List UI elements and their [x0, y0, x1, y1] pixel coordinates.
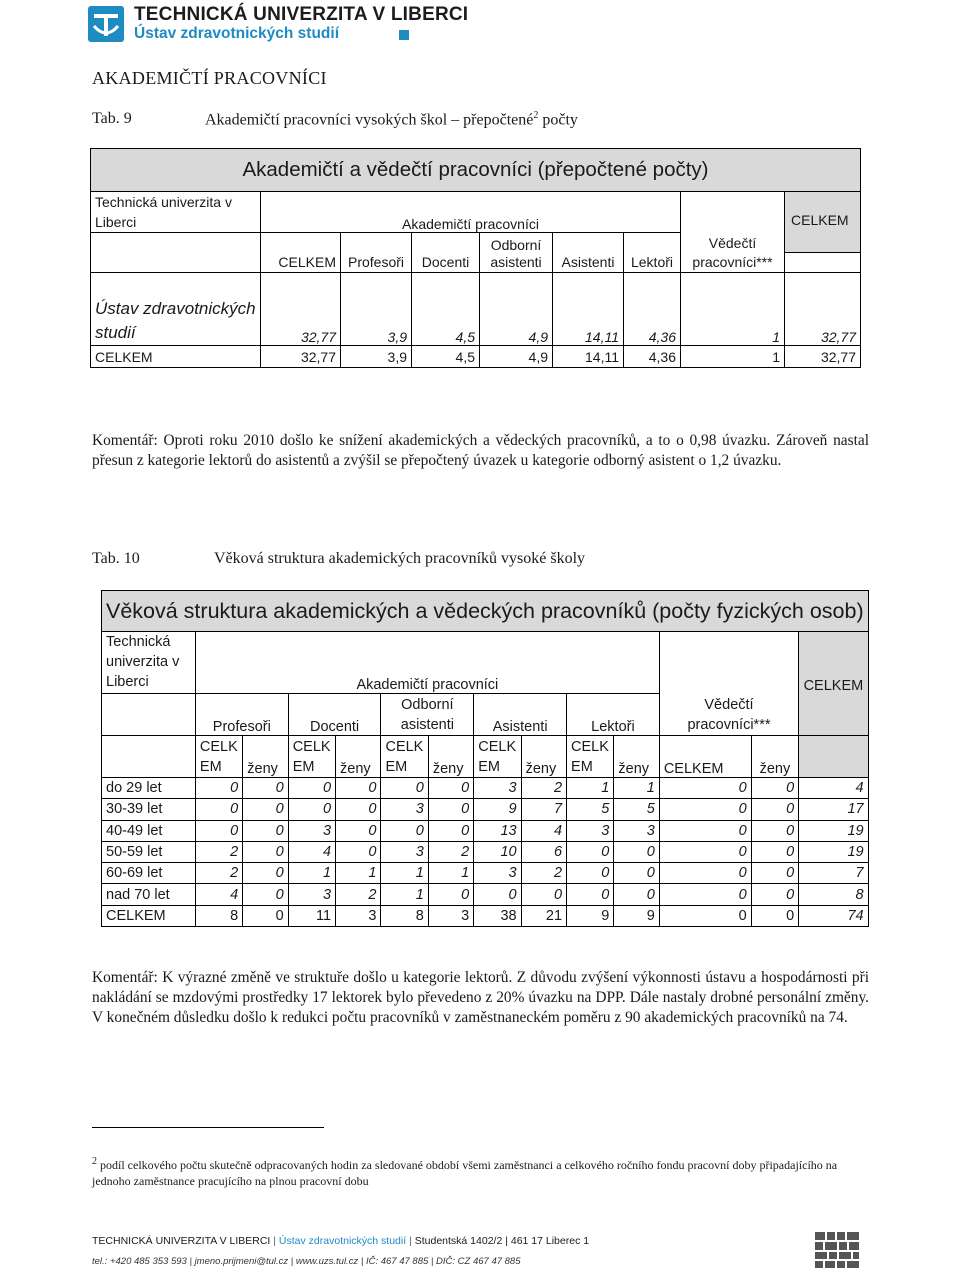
table10-cell: 3 [567, 820, 614, 841]
footnote [92, 1154, 872, 1189]
table10-cell: 5 [614, 799, 659, 820]
table-row [91, 346, 861, 368]
table10-heading: Věková struktura akademických a vědeckých pracovníků (počty fyzických osob) [102, 591, 869, 632]
footnote-text: podíl celkového počtu skutečně odpracovaných hodin za sledované období všemi zaměstnanci a celkového ročního fondu pracovní doby připadajícího na jednoho zaměstnance pracujícího na plnou pracovní dobu [92, 1158, 838, 1188]
table-row [102, 820, 869, 841]
table10-total-cell: 11 [288, 905, 335, 926]
table10-sub-zeny: ženy [428, 736, 473, 778]
table-row [102, 884, 869, 905]
table10-cell: 0 [243, 863, 288, 884]
section-title: AKADEMIČTÍ PRACOVNÍCI [92, 68, 327, 88]
table10-total-cell: 8 [195, 905, 242, 926]
table9-col-docenti: Docenti [412, 253, 480, 273]
table10-cell: 0 [381, 820, 428, 841]
table9 [90, 148, 861, 368]
table10-cell: 3 [474, 778, 521, 799]
table10-cell: 0 [751, 884, 798, 905]
table9-comment [92, 431, 869, 471]
table10-cell: 2 [336, 884, 381, 905]
table9-row1-cell: 4,36 [624, 273, 681, 346]
table10-cell: 4 [195, 884, 242, 905]
table10-cell: 0 [474, 884, 521, 905]
table10-total-cell: 21 [521, 905, 566, 926]
table10-cell: 0 [428, 820, 473, 841]
table10-comment-text: Komentář: K výrazné změně ve struktuře došlo u kategorie lektorů. Z důvodu zvýšení výkonnosti ústavu a hospodárnosti při nakládání se mzdovými prostředky 17 lektorek bylo převedeno z 20% úvazku na DPP. Dále nastaly drobné personální změny. V konečném důsledku došlo k redukci počtu pracovníků v zaměstnaneckém poměru z 90 akademických pracovníků na 74. [92, 969, 869, 1026]
table10-total-cell: 3 [336, 905, 381, 926]
table10-cell: 0 [428, 799, 473, 820]
footer-logo-icon [815, 1232, 859, 1268]
table9-col-odborni-line2: asistenti [480, 253, 553, 273]
table-row [102, 841, 869, 862]
table9-comment-text: Komentář: Oproti roku 2010 došlo ke snížení akademických a vědeckých pracovníků, a to o 0,98 úvazku. Zároveň nastal přesun z kategorie lektorů do asistentů a zvýšil se přepočtený úvazek u kategorie odborný asistent o 1,2 úvazku. [92, 432, 869, 469]
table10-cell: 7 [799, 863, 868, 884]
table10-row-label: nad 70 let [102, 884, 196, 905]
table10-col-profesori: Profesoři [195, 694, 288, 736]
table10-cell: 1 [567, 778, 614, 799]
table9-row1-label: Ústav zdravotnických studií [91, 273, 261, 346]
table9-group-total: CELKEM [791, 211, 849, 228]
table10-cell: 0 [336, 841, 381, 862]
table10-cell: 0 [567, 863, 614, 884]
logo-square [399, 30, 409, 40]
table10-cell: 0 [659, 884, 751, 905]
table10-cell: 0 [659, 778, 751, 799]
table10-cell: 0 [751, 820, 798, 841]
table10-cell: 0 [381, 778, 428, 799]
table10-cell: 0 [428, 778, 473, 799]
table9-heading: Akademičtí a vědečtí pracovníci (přepočtené počty) [91, 149, 861, 192]
table9-row2-label: CELKEM [91, 346, 261, 368]
table10-cell: 19 [799, 820, 868, 841]
table10-comment [92, 968, 869, 1028]
table-row [102, 905, 869, 926]
table10-cell: 17 [799, 799, 868, 820]
table10-cell: 0 [751, 799, 798, 820]
table9-row1-cell: 4,9 [480, 273, 553, 346]
table10-cell: 0 [243, 778, 288, 799]
table10-total-cell: 8 [381, 905, 428, 926]
table10-row-label: 30-39 let [102, 799, 196, 820]
table9-row1-cell: 32,77 [261, 273, 341, 346]
table10-sub-celkem: CELK EM [381, 736, 428, 778]
table10-cell: 0 [243, 820, 288, 841]
table10-sub-vedecti-zeny: ženy [751, 736, 798, 778]
table10-caption-number: Tab. 10 [92, 550, 140, 567]
logo-university-name: TECHNICKÁ UNIVERZITA V LIBERCI [134, 4, 469, 25]
table9-col-celkem: CELKEM [261, 253, 341, 273]
table10-sub-celkem: CELK EM [567, 736, 614, 778]
table9-caption-footnote-mark: 2 [533, 110, 539, 121]
table10-col-lektori: Lektoři [567, 694, 660, 736]
table9-row2-cell: 3,9 [341, 346, 412, 368]
table10-cell: 2 [428, 841, 473, 862]
table10-cell: 0 [659, 841, 751, 862]
table10-sub-total-blank [799, 736, 868, 778]
table10 [101, 590, 869, 927]
table10-cell: 0 [243, 799, 288, 820]
table10-cell: 3 [288, 820, 335, 841]
table10-cell: 3 [474, 863, 521, 884]
table10-total-cell: 0 [659, 905, 751, 926]
table9-col-profesori: Profesoři [341, 253, 412, 273]
table10-cell: 0 [336, 778, 381, 799]
table10-total-label: CELKEM [102, 905, 196, 926]
table10-cell: 5 [567, 799, 614, 820]
table10-row-label: 50-59 let [102, 841, 196, 862]
table10-cell: 0 [659, 799, 751, 820]
table10-cell: 1 [428, 863, 473, 884]
table9-corner: Technická univerzita v Liberci [91, 192, 261, 233]
table10-cell: 9 [474, 799, 521, 820]
table-row [102, 863, 869, 884]
table9-row1-cell: 32,77 [785, 273, 861, 346]
table10-cell: 2 [521, 863, 566, 884]
table10-cell: 1 [614, 778, 659, 799]
table9-col-odborni-line1: Odborní [480, 233, 553, 253]
table10-cell: 0 [428, 884, 473, 905]
table9-row1-cell: 4,5 [412, 273, 480, 346]
table10-col-vedecti: Vědečtí pracovníci*** [659, 694, 798, 736]
table10-cell: 0 [195, 820, 242, 841]
table10-cell: 0 [659, 820, 751, 841]
table10-total-cell: 0 [751, 905, 798, 926]
table9-row2-cell: 14,11 [553, 346, 624, 368]
table10-cell: 0 [614, 884, 659, 905]
table10-cell: 4 [521, 820, 566, 841]
table10-total-cell: 74 [799, 905, 868, 926]
footer-address: TECHNICKÁ UNIVERZITA V LIBERCI | Ústav zdravotnických studií | Studentská 1402/2 | 461 17 Liberec 1 [92, 1235, 590, 1247]
footnote-mark: 2 [92, 1156, 97, 1167]
table10-cell: 0 [614, 841, 659, 862]
table10-group-academic: Akademičtí pracovníci [195, 632, 659, 694]
table9-row2-cell: 32,77 [785, 346, 861, 368]
table9-group-academic: Akademičtí pracovníci [261, 212, 681, 233]
table9-caption-number: Tab. 9 [92, 110, 132, 127]
table10-total-cell: 9 [614, 905, 659, 926]
logo-institute-name: Ústav zdravotnických studií [134, 25, 340, 42]
table10-cell: 7 [521, 799, 566, 820]
table9-row2-cell: 1 [681, 346, 785, 368]
table10-col-asistenti: Asistenti [474, 694, 567, 736]
table10-cell: 0 [336, 820, 381, 841]
table10-cell: 0 [243, 841, 288, 862]
table10-total-cell: 3 [428, 905, 473, 926]
table10-total-cell: 0 [243, 905, 288, 926]
table9-row1-cell: 1 [681, 273, 785, 346]
table10-cell: 2 [195, 841, 242, 862]
table9-row1-cell: 14,11 [553, 273, 624, 346]
table10-cell: 0 [288, 778, 335, 799]
table9-row2-cell: 4,9 [480, 346, 553, 368]
table10-cell: 3 [288, 884, 335, 905]
table10-cell: 0 [195, 778, 242, 799]
table10-total-cell: 38 [474, 905, 521, 926]
table9-row2-cell: 32,77 [261, 346, 341, 368]
table10-cell: 0 [614, 863, 659, 884]
table10-sub-celkem: CELK EM [474, 736, 521, 778]
table10-sub-vedecti-celkem: CELKEM [659, 736, 751, 778]
table9-col-vedecti-line1: Vědečtí [681, 233, 785, 253]
table10-sub-zeny: ženy [521, 736, 566, 778]
table10-col-docenti: Docenti [288, 694, 381, 736]
table10-col-odborni: Odborní asistenti [381, 694, 474, 736]
table10-cell: 2 [521, 778, 566, 799]
table10-cell: 0 [751, 778, 798, 799]
table10-cell: 4 [288, 841, 335, 862]
table10-total-cell: 9 [567, 905, 614, 926]
table10-cell: 13 [474, 820, 521, 841]
table10-caption-title: Věková struktura akademických pracovníků vysoké školy [214, 550, 586, 567]
table10-cell: 6 [521, 841, 566, 862]
university-logo-icon [88, 6, 124, 42]
table10-cell: 3 [381, 841, 428, 862]
table10-sub-celkem: CELK EM [195, 736, 242, 778]
table9-row2-cell: 4,36 [624, 346, 681, 368]
table10-group-total: CELKEM [799, 632, 868, 694]
table-row [91, 273, 861, 346]
table10-sub-zeny: ženy [614, 736, 659, 778]
table10-cell: 1 [381, 863, 428, 884]
table10-cell: 0 [521, 884, 566, 905]
table10-subheader-row [102, 736, 869, 778]
table10-corner: Technická univerzita v Liberci [102, 632, 196, 694]
table10-cell: 2 [195, 863, 242, 884]
table9-col-lektori: Lektoři [624, 253, 681, 273]
table10-cell: 8 [799, 884, 868, 905]
table10-sub-zeny: ženy [336, 736, 381, 778]
table10-cell: 0 [751, 863, 798, 884]
table9-row1-cell: 3,9 [341, 273, 412, 346]
university-logo [88, 4, 469, 44]
table10-cell: 10 [474, 841, 521, 862]
table10-cell: 0 [751, 841, 798, 862]
table10-sub-zeny: ženy [243, 736, 288, 778]
table10-cell: 1 [288, 863, 335, 884]
table10-cell: 3 [614, 820, 659, 841]
table10-cell: 19 [799, 841, 868, 862]
table9-col-asistenti: Asistenti [553, 253, 624, 273]
table10-cell: 1 [381, 884, 428, 905]
table9-caption-title: Akademičtí pracovníci vysokých škol – přepočtené$^2$ počty [205, 110, 578, 129]
table10-sub-celkem: CELK EM [288, 736, 335, 778]
footer-contacts: tel.: +420 485 353 593 | jmeno.prijmeni@tul.cz | www.uzs.tul.cz | IČ: 467 47 885 | DIČ: CZ 467 47 885 [92, 1256, 521, 1267]
table10-cell: 0 [659, 863, 751, 884]
table10-cell: 0 [243, 884, 288, 905]
table9-col-vedecti-line2: pracovníci*** [681, 253, 785, 273]
table10-row-label: 60-69 let [102, 863, 196, 884]
table10-cell: 0 [195, 799, 242, 820]
footnote-rule [92, 1127, 324, 1128]
table10-cell: 0 [336, 799, 381, 820]
table-row [102, 799, 869, 820]
table10-cell: 1 [336, 863, 381, 884]
table10-cell: 0 [567, 884, 614, 905]
table10-cell: 0 [567, 841, 614, 862]
table10-cell: 4 [799, 778, 868, 799]
table10-cell: 3 [381, 799, 428, 820]
table10-row-label: do 29 let [102, 778, 196, 799]
table-row [102, 778, 869, 799]
table9-row2-cell: 4,5 [412, 346, 480, 368]
table10-cell: 0 [288, 799, 335, 820]
table10-row-label: 40-49 let [102, 820, 196, 841]
